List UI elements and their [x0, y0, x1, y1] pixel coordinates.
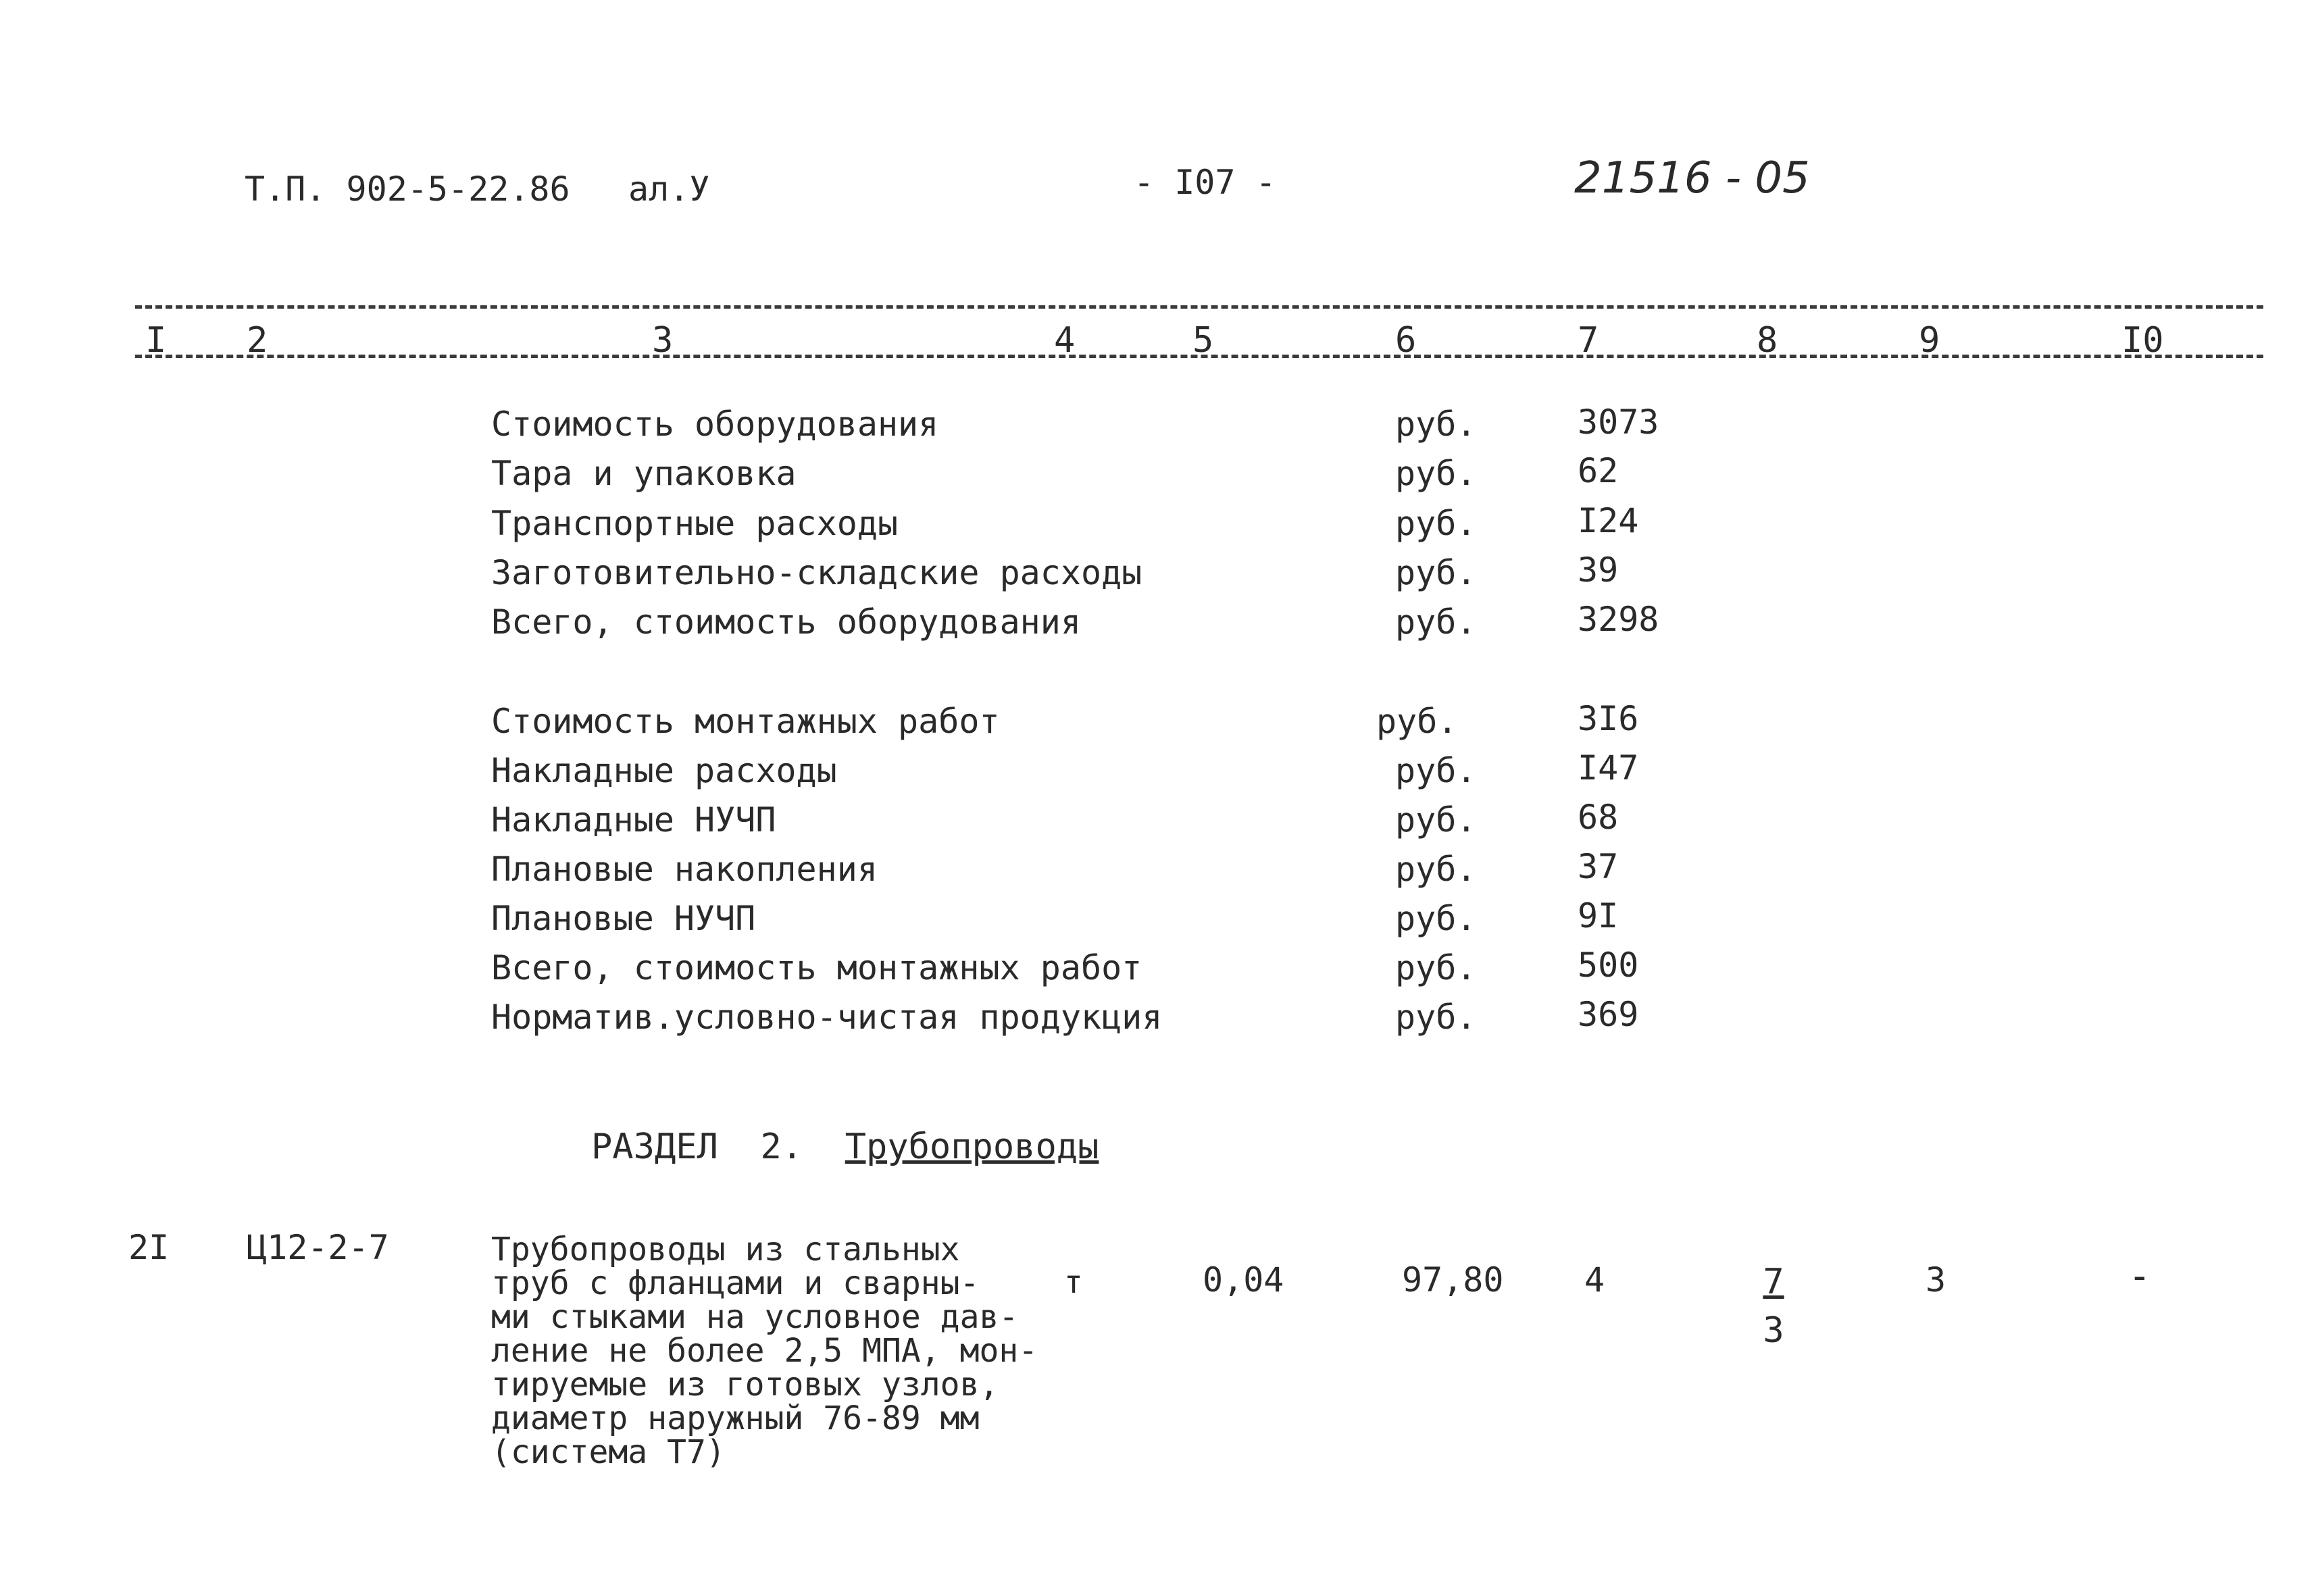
column-number-9: 9	[1919, 320, 1940, 361]
cost-label: Всего, стоимость монтажных работ	[491, 948, 1142, 987]
cost-value: 3I6	[1578, 699, 1639, 738]
column-number-10: I0	[2121, 320, 2164, 361]
cost-value: 62	[1578, 451, 1619, 490]
cost-value: 37	[1578, 847, 1619, 886]
fraction-numerator: 7	[1763, 1262, 1784, 1302]
cost-unit: руб.	[1395, 454, 1477, 493]
cost-label: Плановые НУЧП	[491, 899, 756, 938]
column-number-5: 5	[1192, 320, 1214, 361]
cost-label: Накладные расходы	[491, 751, 837, 790]
cost-value: 369	[1578, 995, 1639, 1034]
cost-label: Тара и упаковка	[491, 454, 797, 493]
row-col9: 3	[1926, 1260, 1946, 1299]
column-number-4: 4	[1054, 320, 1076, 361]
cost-unit: руб.	[1395, 751, 1477, 790]
cost-unit: руб.	[1395, 850, 1477, 889]
cost-unit: руб.	[1395, 899, 1477, 938]
cost-unit: руб.	[1376, 702, 1458, 741]
row-code: Ц12-2-7	[247, 1228, 389, 1267]
cost-label: Транспортные расходы	[491, 504, 899, 543]
cost-value: I47	[1578, 748, 1639, 788]
cost-label: Накладные НУЧП	[491, 800, 776, 840]
cost-label: Всего, стоимость оборудования	[491, 602, 1081, 642]
row-col7: 4	[1584, 1260, 1605, 1299]
cost-value: 500	[1578, 946, 1639, 985]
cost-label: Стоимость оборудования	[491, 405, 939, 444]
row-price: 97,80	[1402, 1260, 1504, 1299]
cost-unit: руб.	[1395, 553, 1477, 592]
row-unit: т	[1064, 1264, 1083, 1300]
cost-label: Стоимость монтажных работ	[491, 702, 1000, 741]
doc-reference: Т.П. 902-5-22.86	[245, 170, 570, 209]
cost-value: 68	[1578, 798, 1619, 837]
column-number-2: 2	[247, 320, 268, 361]
section-prefix: РАЗДЕЛ 2.	[591, 1127, 803, 1167]
fraction-denominator: 3	[1763, 1310, 1784, 1351]
cost-label: Заготовительно-складские расходы	[491, 553, 1142, 592]
cost-unit: руб.	[1395, 405, 1477, 444]
row-col8-fraction	[1760, 1262, 1787, 1351]
cost-unit: руб.	[1395, 602, 1477, 642]
cost-unit: руб.	[1395, 948, 1477, 987]
cost-value: 3073	[1578, 403, 1659, 442]
column-number-1: I	[145, 320, 167, 361]
section-title: Трубопроводы	[845, 1127, 1099, 1167]
row-col10: -	[2128, 1254, 2151, 1298]
column-number-7: 7	[1578, 320, 1599, 361]
cost-value: 3298	[1578, 600, 1659, 639]
album-label: ал.У	[628, 170, 710, 209]
cost-unit: руб.	[1395, 998, 1477, 1037]
row-quantity: 0,04	[1203, 1260, 1284, 1299]
row-description: Трубопроводы из стальных труб с фланцами и сварны- ми стыками на условное дав- ление не более 2,5 МПА, мон- тируемые из готовых узлов, диаметр наружный 76-89 мм (система Т7)	[491, 1231, 1038, 1471]
section-heading	[591, 1127, 1099, 1167]
column-number-8: 8	[1757, 320, 1778, 361]
row-number: 2I	[128, 1228, 170, 1267]
cost-value: 39	[1578, 550, 1619, 590]
column-number-3: 3	[652, 320, 674, 361]
page-number: - I07 -	[1134, 163, 1276, 202]
sheet-code: 21516 - 05	[1574, 153, 1810, 203]
cost-unit: руб.	[1395, 800, 1477, 840]
column-number-6: 6	[1395, 320, 1417, 361]
cost-value: I24	[1578, 501, 1639, 540]
cost-label: Плановые накопления	[491, 850, 878, 889]
dashed-rule-top	[135, 305, 2263, 309]
cost-unit: руб.	[1395, 504, 1477, 543]
cost-label: Норматив.условно-чистая продукция	[491, 998, 1163, 1037]
cost-value: 9I	[1578, 896, 1619, 935]
